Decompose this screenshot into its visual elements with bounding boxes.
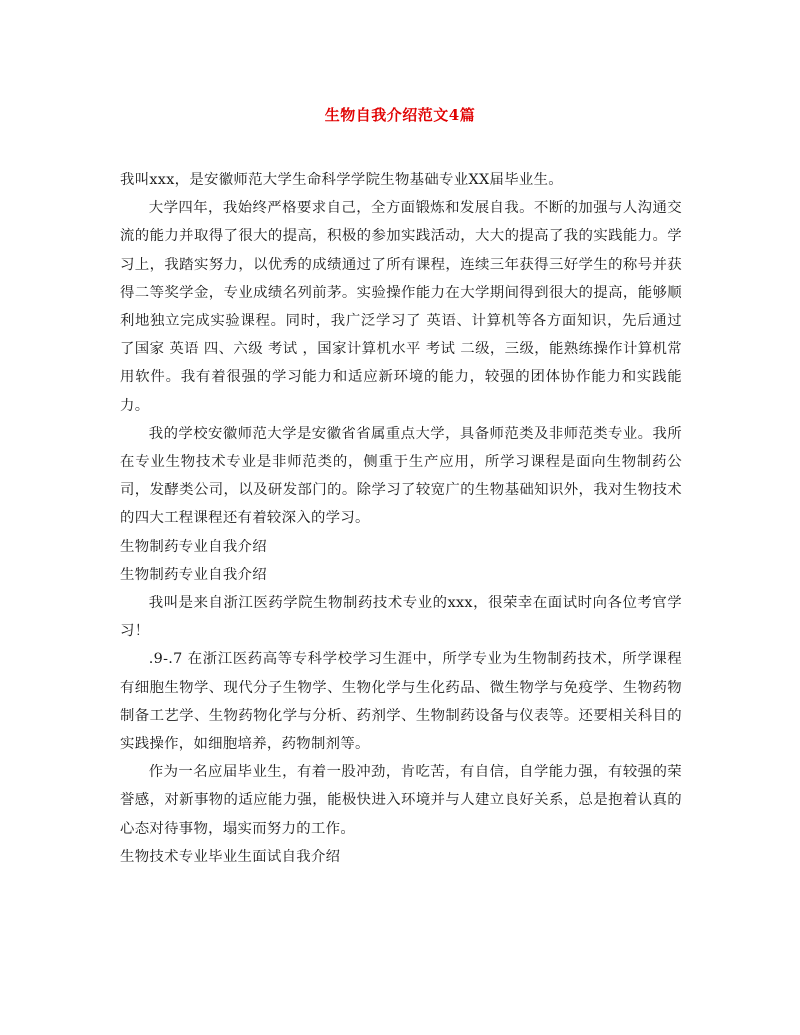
section-heading: 生物技术专业毕业生面试自我介绍	[120, 848, 341, 865]
paragraph: 我叫是来自浙江医药学院生物制药技术专业的xxx，很荣幸在面试时向各位考官学习！	[120, 595, 682, 640]
section-heading: 生物制药专业自我介绍	[120, 566, 267, 583]
paragraph: 我的学校安徽师范大学是安徽省省属重点大学，具备师范类及非师范类专业。我所在专业生物技术专业是非师范类的，侧重于生产应用，所学习课程是面向生物制药公司，发酵类公司，以及研发部门的。除学习了较宽广的生物基础知识外，我对生物技术的四大工程课程还有着较深入的学习。	[120, 425, 682, 527]
paragraph: 作为一名应届毕业生，有着一股冲劲，肯吃苦，有自信，自学能力强，有较强的荣誉感，对新事物的适应能力强，能极快进入环境并与人建立良好关系，总是抱着认真的心态对待事物，塌实而努力的工作。	[120, 764, 682, 837]
paragraph: 我叫xxx，是安徽师范大学生命科学学院生物基础专业XX届毕业生。	[120, 172, 563, 188]
document-body	[120, 166, 682, 871]
paragraph: .9-.7 在浙江医药高等专科学校学习生涯中，所学专业为生物制药技术，所学课程有细胞生物学、现代分子生物学、生物化学与生化药品、微生物学与免疫学、生物药物制备工艺学、生物药物化学与分析、药剂学、生物制药设备与仪表等。还要相关科目的实践操作，如细胞培养，药物制剂等。	[120, 651, 682, 753]
paragraph: 大学四年，我始终严格要求自己，全方面锻炼和发展自我。不断的加强与人沟通交流的能力并取得了很大的提高，积极的参加实践活动，大大的提高了我的实践能力。学习上，我踏实努力，以优秀的成绩通过了所有课程，连续三年获得三好学生的称号并获得二等奖学金，专业成绩名列前茅。实验操作能力在大学期间得到很大的提高，能够顺利地独立完成实验课程。同时，我广泛学习了 英语、计算机等各方面知识，先后通过了国家 英语 四、六级 考试 ，国家计算机水平 考试 二级，三级，能熟练操作计算机常用软件。我有着很强的学习能力和适应新环境的能力，较强的团体协作能力和实践能力。	[120, 200, 682, 414]
document-title: 生物自我介绍范文4篇	[324, 106, 476, 124]
section-heading: 生物制药专业自我介绍	[120, 538, 267, 555]
